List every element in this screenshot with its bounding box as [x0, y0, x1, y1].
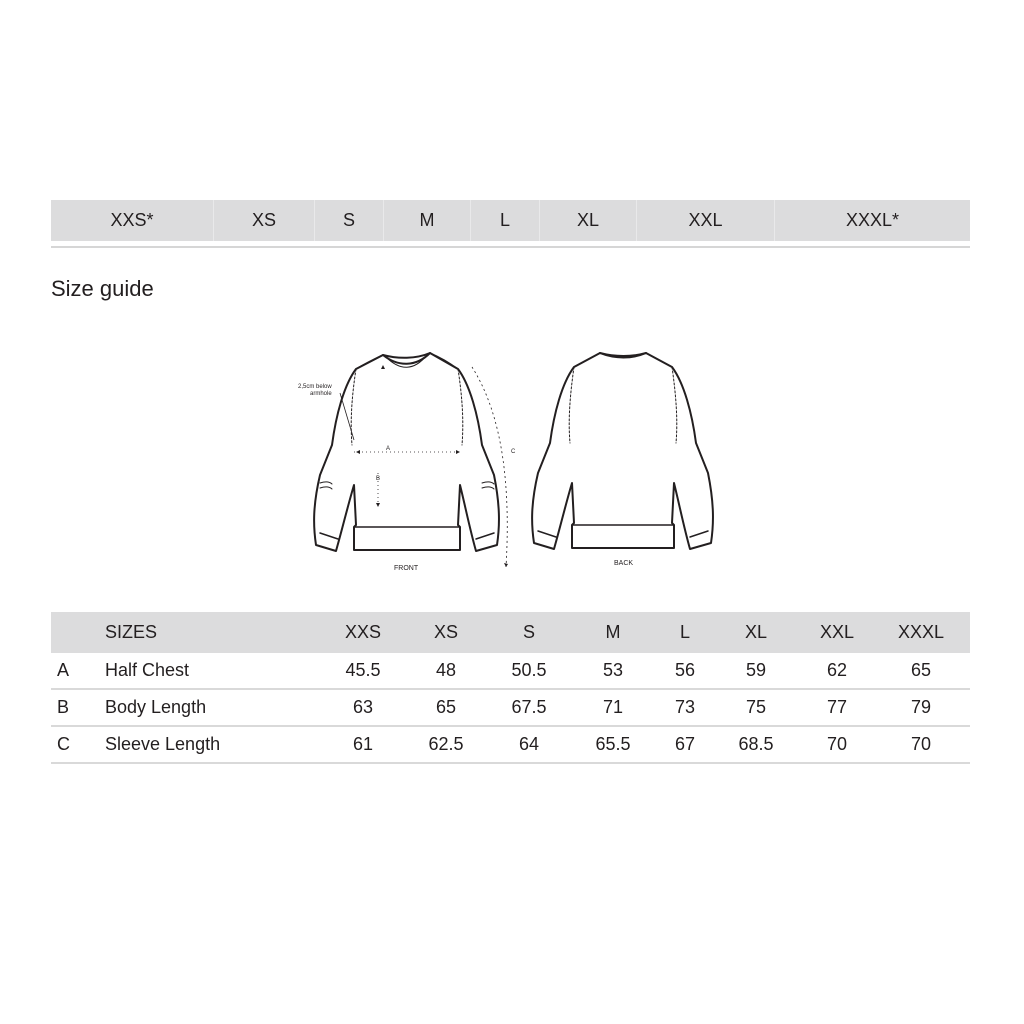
table-cell: 63: [352, 697, 374, 717]
table-cell: 56: [674, 660, 696, 680]
table-cell: 77: [826, 697, 848, 717]
header-size-xxs: XXS: [344, 622, 382, 642]
size-option-m[interactable]: M: [419, 210, 435, 230]
table-cell: 62: [826, 660, 848, 680]
armhole-note-line1: 2,5cm below: [298, 384, 332, 390]
table-cell: 68.5: [738, 734, 774, 754]
header-size-xxxl: XXXL: [897, 622, 945, 642]
table-cell: 65.5: [595, 734, 631, 754]
size-option-xxs[interactable]: XXS*: [110, 210, 154, 230]
header-size-s: S: [522, 622, 535, 642]
table-cell: 64: [518, 734, 540, 754]
size-table: [51, 612, 970, 764]
table-cell: 61: [352, 734, 374, 754]
row-name: Half Chest: [105, 660, 190, 680]
size-option-xl[interactable]: XL: [576, 210, 600, 230]
row-code: A: [57, 660, 70, 680]
header-sizes-label: SIZES: [105, 622, 158, 642]
size-option-s[interactable]: S: [342, 210, 355, 230]
table-row-sleeve-length: [51, 727, 970, 764]
table-header: [51, 612, 970, 653]
table-cell: 73: [674, 697, 696, 717]
size-bar: [51, 200, 970, 244]
marker-c: C: [511, 449, 516, 455]
table-cell: 65: [435, 697, 457, 717]
table-cell: 70: [826, 734, 848, 754]
table-cell: 79: [910, 697, 932, 717]
table-cell: 67.5: [511, 697, 547, 717]
table-cell: 70: [910, 734, 932, 754]
header-size-l: L: [679, 622, 690, 642]
size-option-xxxl[interactable]: XXXL*: [845, 210, 900, 230]
table-cell: 71: [602, 697, 624, 717]
table-cell: 53: [602, 660, 624, 680]
table-cell: 48: [435, 660, 457, 680]
armhole-note-line2: armhole: [310, 391, 332, 397]
row-code: B: [57, 697, 70, 717]
header-size-m: M: [605, 622, 621, 642]
page-title: Size guide: [51, 276, 154, 301]
table-cell: 59: [745, 660, 767, 680]
row-name: Body Length: [105, 697, 207, 717]
marker-a: A: [386, 446, 391, 452]
back-label: BACK: [614, 560, 634, 567]
row-name: Sleeve Length: [105, 734, 221, 754]
sweatshirt-diagram: [290, 345, 730, 580]
front-label: FRONT: [394, 565, 419, 572]
table-cell: 75: [745, 697, 767, 717]
marker-b: B: [376, 476, 381, 482]
table-row-body-length: [51, 690, 970, 727]
header-size-xxl: XXL: [819, 622, 855, 642]
size-option-xxl[interactable]: XXL: [688, 210, 723, 230]
header-size-xl: XL: [744, 622, 768, 642]
table-cell: 62.5: [428, 734, 464, 754]
header-size-xs: XS: [433, 622, 458, 642]
row-code: C: [57, 734, 70, 754]
table-cell: 45.5: [345, 660, 381, 680]
size-option-xs[interactable]: XS: [251, 210, 276, 230]
table-row-half-chest: [51, 653, 970, 690]
table-cell: 65: [910, 660, 932, 680]
back-view: [532, 353, 713, 549]
table-cell: 67: [674, 734, 696, 754]
size-option-l[interactable]: L: [499, 210, 510, 230]
table-cell: 50.5: [511, 660, 547, 680]
